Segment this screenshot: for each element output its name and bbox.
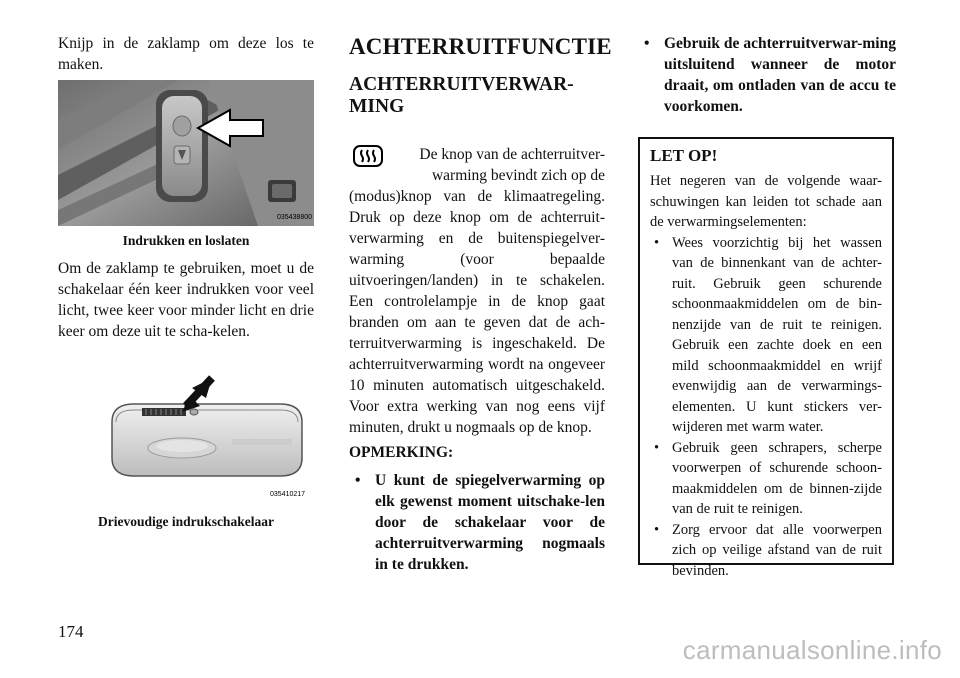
note-bullet-text: U kunt de spiegelverwarming op elk gewenst moment uitschake-len door de schakelaar voor de achterruitverwarming nogmaals in te drukken.: [375, 472, 605, 573]
caution-item-text: Zorg ervoor dat alle voorwerpen zich op veilige afstand van de ruit bevinden.: [672, 521, 882, 579]
caution-item: • Zorg ervoor dat alle voorwerpen zich op veilige afstand van de ruit bevinden.: [654, 521, 882, 579]
note-label: OPMERKING:: [349, 444, 454, 461]
subheading-line2: MING: [349, 96, 405, 117]
flashlight-photo-graphic: [58, 80, 314, 226]
flashlight-usage-paragraph: Om de zaklamp te gebruiken, moet u de schakelaar één keer indrukken voor veel licht, twee keer voor minder licht en drie keer om deze uit te scha-kelen.: [58, 260, 314, 340]
caution-item: • Wees voorzichtig bij het wassen van de binnenkant van de achter-ruit. Gebruik geen schurende schoonmaakmiddelen om de bin-nenzijde van de ruit te reinigen. Gebruik een zachte doek en een mild schoonmaakmiddel en wrijf evenwijdig aan de verwarmings-elementen. U kunt stickers ver-wijderen met warm water.: [654, 234, 882, 435]
photo-code: 035438800: [277, 214, 313, 221]
defroster-text-line2: warming bevindt zich op de: [431, 167, 605, 184]
section-heading: ACHTERRUITFUNCTIE: [349, 34, 612, 59]
rear-defroster-icon: [353, 145, 383, 167]
caution-item-text: Gebruik geen schrapers, scherpe voorwerpen of schurende schoon-maakmiddelen om de binnen-zijde van de ruit te reinigen.: [672, 439, 882, 517]
subheading-line1: ACHTERRUITVERWAR-: [349, 74, 574, 95]
triple-switch-illustration: [102, 372, 312, 502]
defroster-text-body: (modus)knop van de klimaatregeling. Druk op deze knop om de achterruit-verwarming en de buitenspiegelver-warming (voor bepaalde uitvoeringen/landen) in te schakelen. Een controlelampje in de knop gaat branden om aan te geven dat de ach-terruitverwarming is ingeschakeld. De achterruitverwarming wordt na ongeveer 10 minuten automatisch uitgeschakeld. Voor extra werking van nog eens vijf minuten, drukt u nogmaals op de knop.: [349, 188, 605, 436]
defroster-text-line1: De knop van de achterruitver-: [419, 146, 605, 163]
caution-box: [638, 137, 894, 579]
switch-code: 035410217: [270, 491, 306, 498]
caution-intro: Het negeren van de volgende waar-schuwingen kan leiden tot schade aan de verwarmingselementen:: [650, 173, 882, 230]
switch-caption: Drievoudige indrukschakelaar: [98, 514, 274, 529]
defroster-engine-text: Gebruik de achterruitverwar-ming uitsluitend wanneer de motor draait, om ontladen van de accu te voorkomen.: [664, 35, 896, 115]
intro-text: Knijp in de zaklamp om deze los te maken.: [58, 35, 314, 73]
caution-title: LET OP!: [650, 146, 718, 165]
photo-caption: Indrukken en loslaten: [122, 233, 250, 248]
caution-item: • Gebruik geen schrapers, scherpe voorwerpen of schurende schoon-maakmiddelen om de binnen-zijde van de ruit te reinigen.: [654, 439, 882, 517]
note-bullet: • U kunt de spiegelverwarming op elk gewenst moment uitschake-len door de schakelaar voor de achterruitverwarming nogmaals in te drukken.: [355, 472, 605, 573]
flashlight-photo: [58, 80, 314, 226]
caution-item-text: Wees voorzichtig bij het wassen van de binnenkant van de achter-ruit. Gebruik geen schurende schoonmaakmiddelen om de bin-nenzijde van de ruit te reinigen. Gebruik een zachte doek en een mild schoonmaakmiddel en wrijf evenwijdig aan de verwarmings-elementen. U kunt stickers ver-wijderen met warm water.: [672, 234, 882, 435]
watermark: carmanualsonline.info: [682, 635, 942, 665]
defroster-engine-bullet: • Gebruik de achterruitverwar-ming uitsluitend wanneer de motor draait, om ontladen van de accu te voorkomen.: [644, 35, 896, 115]
page-number: 174: [58, 622, 84, 641]
triple-switch-graphic: [102, 372, 312, 502]
